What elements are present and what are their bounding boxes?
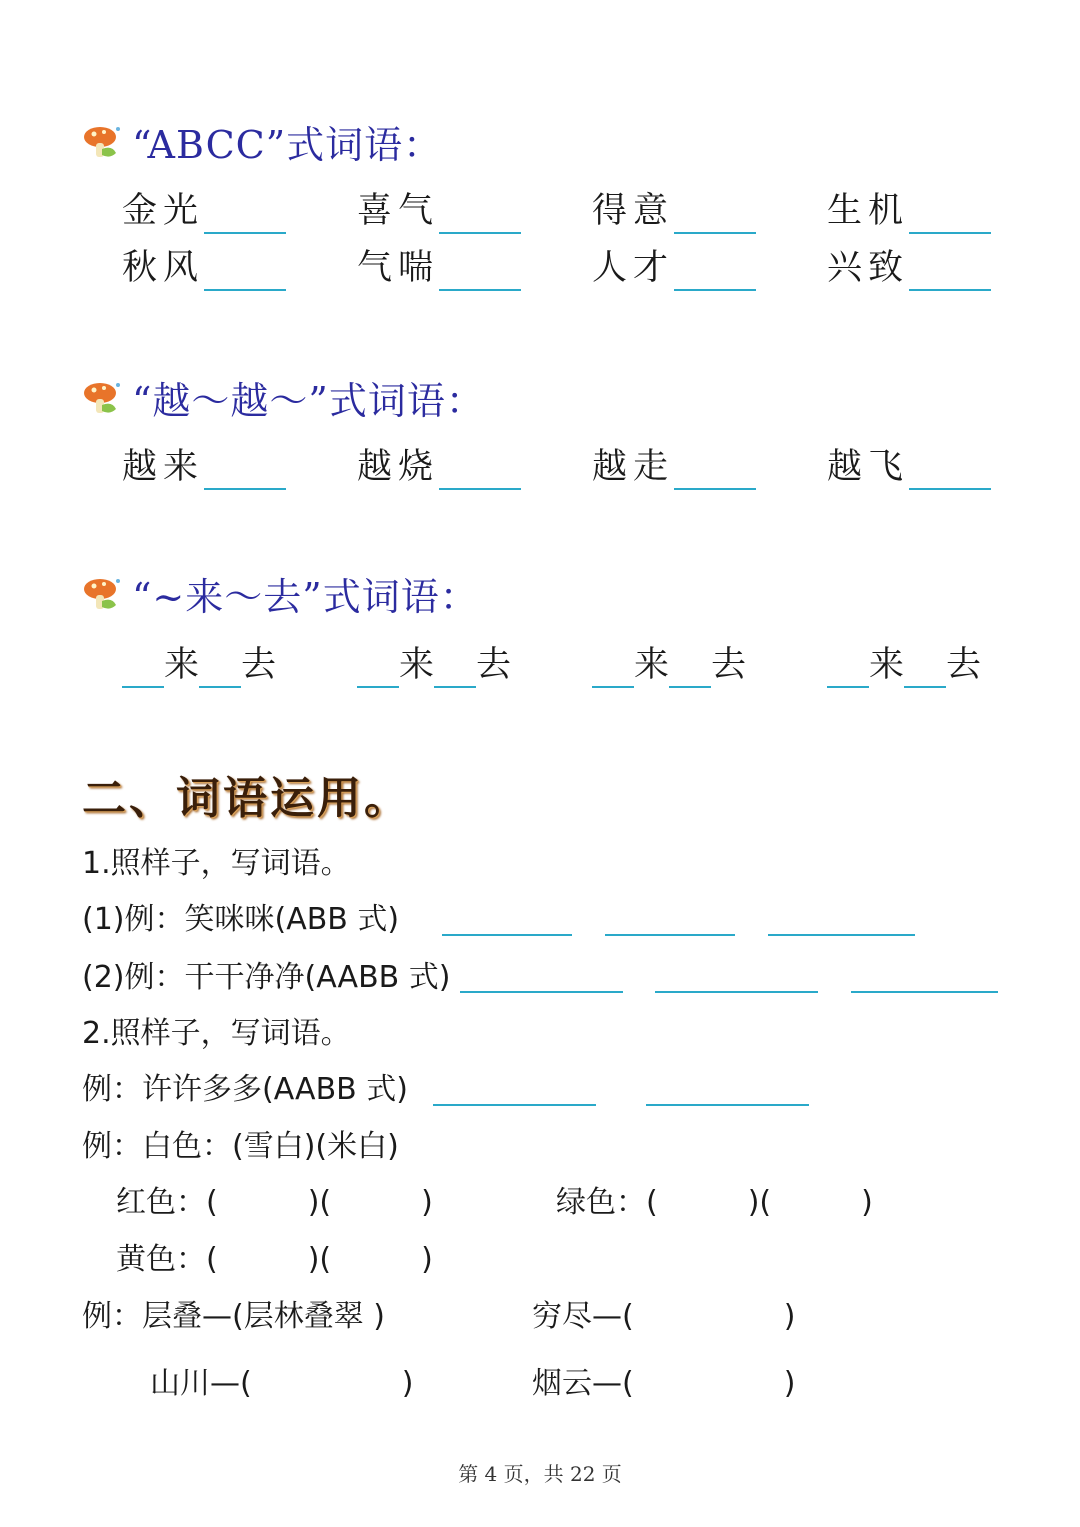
- answer-blank[interactable]: [909, 452, 991, 490]
- mushroom-icon: [80, 375, 124, 419]
- answer-blank[interactable]: [909, 253, 991, 291]
- word-item: 兴致: [827, 245, 991, 291]
- answer-blank[interactable]: [204, 253, 286, 291]
- answer-line[interactable]: [851, 991, 998, 993]
- word-item: 生机: [827, 188, 991, 234]
- answer-blank[interactable]: [669, 650, 711, 688]
- qiongjin-row: 穷尽—( ): [532, 1299, 796, 1334]
- word-item: 秋风: [122, 245, 286, 291]
- section-title: “越～越～”式词语：: [132, 378, 485, 423]
- word-item: 越来: [122, 444, 286, 490]
- pattern-item: 来 去: [357, 642, 511, 688]
- answer-blank[interactable]: [674, 196, 756, 234]
- yellow-color-row: 黄色：( )( ): [116, 1242, 433, 1277]
- word-item: 人才: [592, 245, 756, 291]
- answer-blank[interactable]: [674, 452, 756, 490]
- word-item: 越飞: [827, 444, 991, 490]
- pattern-item: 来 去: [827, 642, 981, 688]
- answer-blank[interactable]: [204, 196, 286, 234]
- word-item: 金光: [122, 188, 286, 234]
- word-item: 得意: [592, 188, 756, 234]
- answer-blank[interactable]: [904, 650, 946, 688]
- word-item: 越烧: [357, 444, 521, 490]
- section-abcc-header: [80, 116, 442, 166]
- question-2: 2.照样子，写词语。: [82, 1016, 351, 1051]
- example-cengdie: 例：层叠—(层林叠翠 ): [82, 1299, 385, 1334]
- question-2b: 例：白色：(雪白)(米白): [82, 1129, 399, 1164]
- word-item: 喜气: [357, 188, 521, 234]
- answer-blank[interactable]: [357, 650, 399, 688]
- answer-blank[interactable]: [434, 650, 476, 688]
- answer-line[interactable]: [460, 991, 623, 993]
- question-1: 1.照样子，写词语。: [82, 846, 351, 881]
- question-1a: (1)例：笑咪咪(ABB 式): [82, 902, 400, 937]
- answer-line[interactable]: [646, 1104, 809, 1106]
- answer-line[interactable]: [655, 991, 818, 993]
- section-title: “~来～去”式词语：: [132, 574, 479, 619]
- green-color-row: 绿色：( )( ): [556, 1185, 873, 1220]
- pattern-item: 来 去: [122, 642, 276, 688]
- section-yue-header: [80, 372, 485, 422]
- answer-blank[interactable]: [909, 196, 991, 234]
- answer-blank[interactable]: [439, 196, 521, 234]
- word-item: 气喘: [357, 245, 521, 291]
- answer-blank[interactable]: [439, 452, 521, 490]
- answer-blank[interactable]: [439, 253, 521, 291]
- mushroom-icon: [80, 119, 124, 163]
- mushroom-icon: [80, 571, 124, 615]
- page-footer: 第 4 页，共 22 页: [458, 1462, 622, 1486]
- word-item: 越走: [592, 444, 756, 490]
- answer-line[interactable]: [442, 934, 572, 936]
- pattern-item: 来 去: [592, 642, 746, 688]
- section-title: “ABCC”式词语：: [132, 122, 443, 167]
- yanyun-row: 烟云—( ): [532, 1366, 796, 1401]
- answer-blank[interactable]: [122, 650, 164, 688]
- answer-line[interactable]: [768, 934, 915, 936]
- question-1b: (2)例：干干净净(AABB 式): [82, 960, 451, 995]
- part2-title: 二、词语运用。: [82, 773, 411, 824]
- section-laiqu-header: [80, 568, 479, 618]
- answer-blank[interactable]: [199, 650, 241, 688]
- answer-line[interactable]: [433, 1104, 596, 1106]
- answer-blank[interactable]: [674, 253, 756, 291]
- answer-line[interactable]: [605, 934, 735, 936]
- answer-blank[interactable]: [827, 650, 869, 688]
- answer-blank[interactable]: [204, 452, 286, 490]
- answer-blank[interactable]: [592, 650, 634, 688]
- question-2a: 例：许许多多(AABB 式): [82, 1072, 408, 1107]
- red-color-row: 红色：( )( ): [116, 1185, 433, 1220]
- shanchuan-row: 山川—( ): [150, 1366, 414, 1401]
